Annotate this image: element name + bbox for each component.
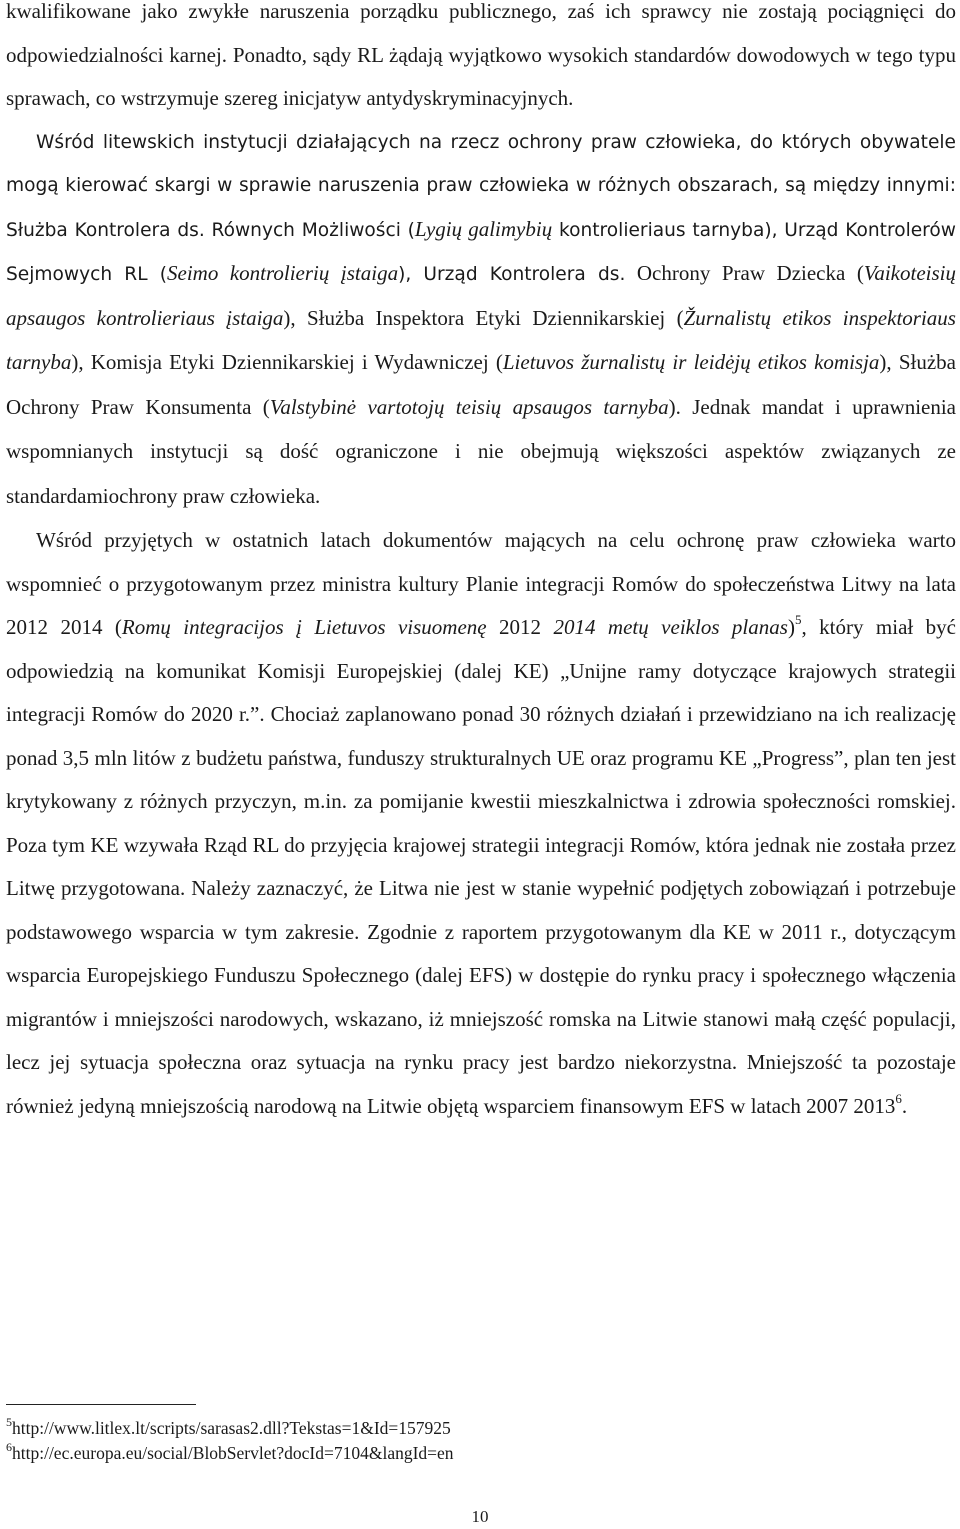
- paragraph-2-text-h: ). Jednak mandat i uprawnienia wspomnianych instytucji są dość ograniczone i nie obejmują większości aspektów związanych ze standardamiochrony praw człowieka.: [6, 394, 957, 508]
- paragraph-2-text-a: Wśród litewskich instytucji działających na rzecz ochrony praw człowieka, do których obywatele mogą kierować skargi w sprawie naruszenia praw człowieka w różnych obszarach, są między innymi: Służba Kontrolera ds. Równych Możliwości (: [6, 131, 956, 241]
- paragraph-3-italic-b: 2014 metų veiklos planas: [553, 615, 788, 639]
- footnotes: [6, 1416, 454, 1466]
- paragraph-2-italic-c: Vaikoteisių apsaugos kontrolieriaus įstaiga: [6, 261, 956, 330]
- paragraph-2-text-d: Ochrony Praw Dziecka (: [625, 261, 864, 285]
- footnote-6: [6, 1441, 454, 1466]
- paragraph-3: [6, 519, 956, 1128]
- paragraph-3-italic-a: Romų integracijos į Lietuvos visuomenę: [121, 615, 487, 639]
- paragraph-2-text-c: ), Urząd Kontrolera ds.: [398, 264, 626, 285]
- paragraph-2-italic-f: Valstybinė vartotojų teisių apsaugos tarnyba: [269, 394, 669, 419]
- footnote-link[interactable]: http://www.litlex.lt/scripts/sarasas2.dll?Tekstas=1&Id=157925: [12, 1418, 451, 1438]
- paragraph-2-text-b: kontrolieriaus tarnyba), Urząd Kontrolerów Sejmowych RL (: [6, 219, 957, 285]
- paragraph-3-text-e: .: [901, 1093, 908, 1118]
- footnote-ref-6[interactable]: 6: [895, 1090, 902, 1106]
- footnote-number: 6: [6, 1440, 12, 1455]
- paragraph-1: [6, 0, 956, 121]
- paragraph-2-italic-a: Lygių galimybių: [414, 216, 553, 241]
- paragraph-2-text-e: ), Służba Inspektora Etyki Dziennikarskiej (: [283, 305, 684, 330]
- document-page: [6, 0, 956, 1128]
- footnote-number: 5: [6, 1415, 12, 1430]
- paragraph-2-text-g: ), Służba Ochrony Praw Konsumenta (: [6, 350, 956, 419]
- paragraph-2-text-f: ), Komisja Etyki Dziennikarskiej i Wydawniczej (: [71, 350, 503, 374]
- paragraph-2-italic-d: Žurnalistų etikos inspektoriaus tarnyba: [6, 305, 956, 374]
- paragraph-3-text-a: Wśród przyjętych w ostatnich latach dokumentów mających na celu ochronę praw człowieka warto wspomnieć o przygotowanym przez ministra kultury Planie integracji Romów do społeczeństwa Litwy na lata 2012 2014 (: [6, 528, 956, 639]
- paragraph-3-text-d: , który miał być odpowiedzią na komunikat Komisji Europejskiej (dalej KE) „Unijne ramy dotyczące krajowych strategii integracji Romów do 2020 r.”. Chociaż zaplanowano ponad 30 różnych działań i przewidziano na ich realizację ponad 3,5 mln litów z budżetu państwa, funduszy strukturalnych UE oraz programu KE „Progress”, plan ten jest krytykowany z różnych przyczyn, m.in. za pomijanie kwestii mieszkalnictwa i zdrowia społeczności romskiej. Poza tym KE wzywała Rząd RL do przyjęcia krajowej strategii integracji Romów, która jednak nie została przez Litwę przygotowana. Należy zaznaczyć, że Litwa nie jest w stanie wypełnić podjętych zobowiązań i potrzebuje podstawowego wsparcia w tym zakresie. Zgodnie z raportem przygotowanym dla KE w 2011 r., dotyczącym wsparcia Europejskiego Funduszu Społecznego (dalej EFS) w dostępie do rynku pracy i społecznego włączenia migrantów i mniejszości narodowych, wskazano, iż mniejszość romska na Litwie stanowi małą część populacji, lecz jej sytuacja społeczna oraz sytuacja na rynku pracy jest bardzo niekorzystna. Mniejszość ta pozostaje również jedyną mniejszością narodową na Litwie objętą wsparciem finansowym EFS w latach 2007 2013: [6, 615, 956, 1118]
- paragraph-3-text-c: ): [787, 615, 795, 639]
- footnote-link[interactable]: http://ec.europa.eu/social/BlobServlet?docId=7104&langId=en: [12, 1443, 454, 1463]
- paragraph-2: [6, 121, 956, 520]
- paragraph-2-italic-b: Seimo kontrolierių įstaiga: [167, 261, 399, 285]
- footnote-divider: [6, 1404, 196, 1405]
- paragraph-2-italic-e: Lietuvos žurnalistų ir leidėjų etikos komisja: [502, 350, 880, 374]
- paragraph-1-text: kwalifikowane jako zwykłe naruszenia porządku publicznego, zaś ich sprawcy nie zostają pociągnięci do odpowiedzialności karnej. Ponadto, sądy RL żądają wyjątkowo wysokich standardów dowodowych w tego typu sprawach, co wstrzymuje szereg inicjatyw antydyskryminacyjnych.: [6, 0, 956, 110]
- footnote-5: [6, 1416, 454, 1441]
- footnote-ref-5[interactable]: 5: [794, 612, 802, 627]
- paragraph-3-text-b: 2012: [486, 615, 554, 639]
- page-number: 10: [471, 1507, 489, 1526]
